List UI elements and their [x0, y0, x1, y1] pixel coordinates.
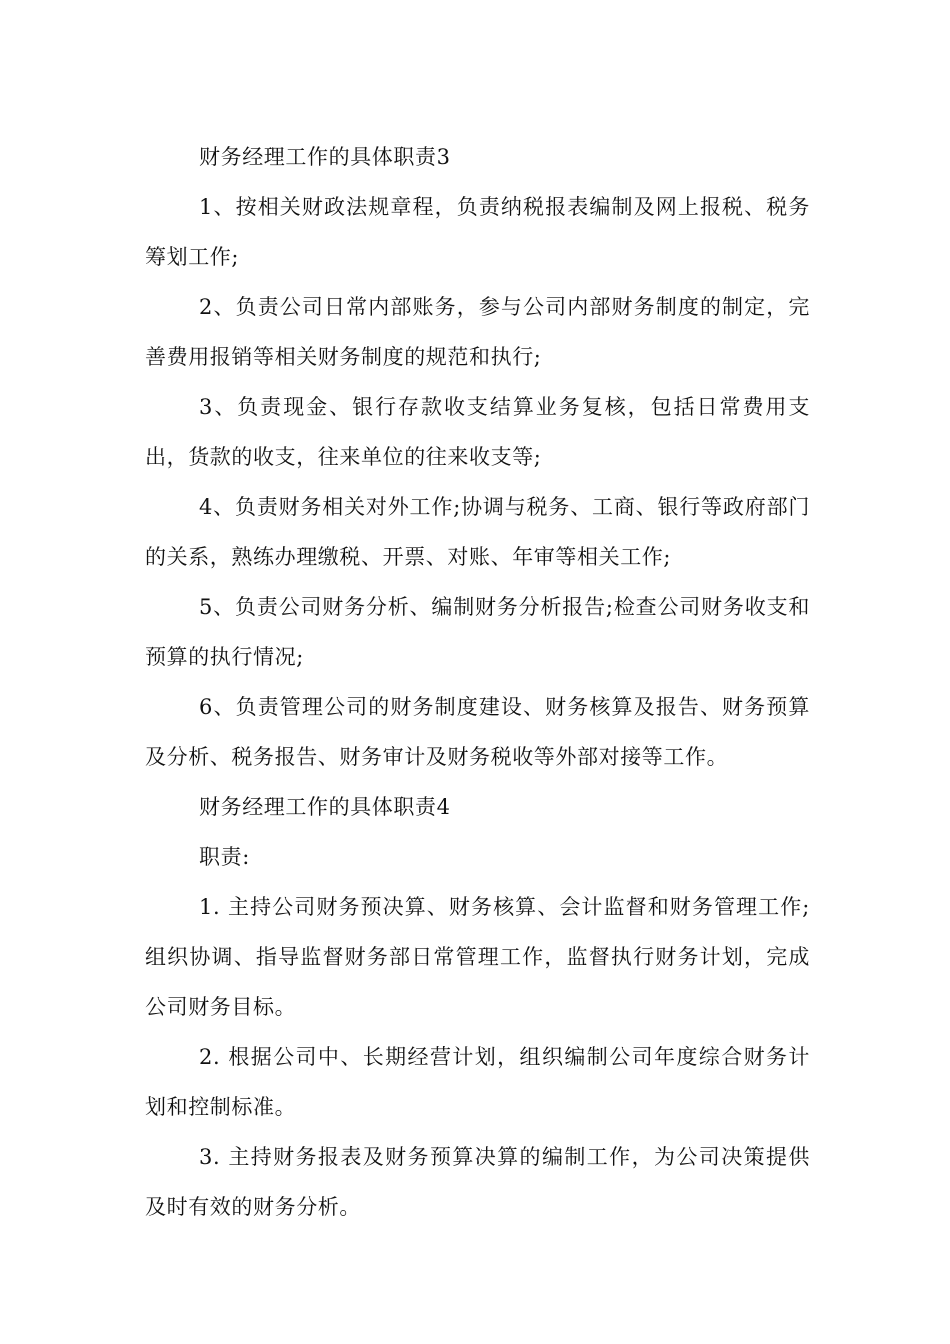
section-3-item-1: 1、按相关财政法规章程，负责纳税报表编制及网上报税、税务筹划工作; [145, 195, 810, 269]
section-3-item-3: 3、负责现金、银行存款收支结算业务复核，包括日常费用支出，货款的收支，往来单位的往来收支等; [145, 395, 810, 469]
section-4-item-3: 3. 主持财务报表及财务预算决算的编制工作，为公司决策提供及时有效的财务分析。 [145, 1145, 810, 1219]
section-3-item-2: 2、负责公司日常内部账务，参与公司内部财务制度的制定，完善费用报销等相关财务制度的规范和执行; [145, 295, 810, 369]
section-3-item-4: 4、负责财务相关对外工作;协调与税务、工商、银行等政府部门的关系，熟练办理缴税、开票、对账、年审等相关工作; [145, 495, 810, 569]
section-4-title: 财务经理工作的具体职责4 [199, 795, 451, 819]
section-4-subtitle: 职责: [199, 845, 250, 869]
section-4-item-2: 2. 根据公司中、长期经营计划，组织编制公司年度综合财务计划和控制标准。 [145, 1045, 810, 1119]
section-4-item-1: 1. 主持公司财务预决算、财务核算、会计监督和财务管理工作;组织协调、指导监督财务部日常管理工作，监督执行财务计划，完成公司财务目标。 [145, 895, 810, 1019]
section-3-item-6: 6、负责管理公司的财务制度建设、财务核算及报告、财务预算及分析、税务报告、财务审计及财务税收等外部对接等工作。 [145, 695, 810, 769]
section-3-title: 财务经理工作的具体职责3 [199, 145, 451, 169]
document-body [145, 132, 810, 1232]
section-3-item-5: 5、负责公司财务分析、编制财务分析报告;检查公司财务收支和预算的执行情况; [145, 595, 810, 669]
